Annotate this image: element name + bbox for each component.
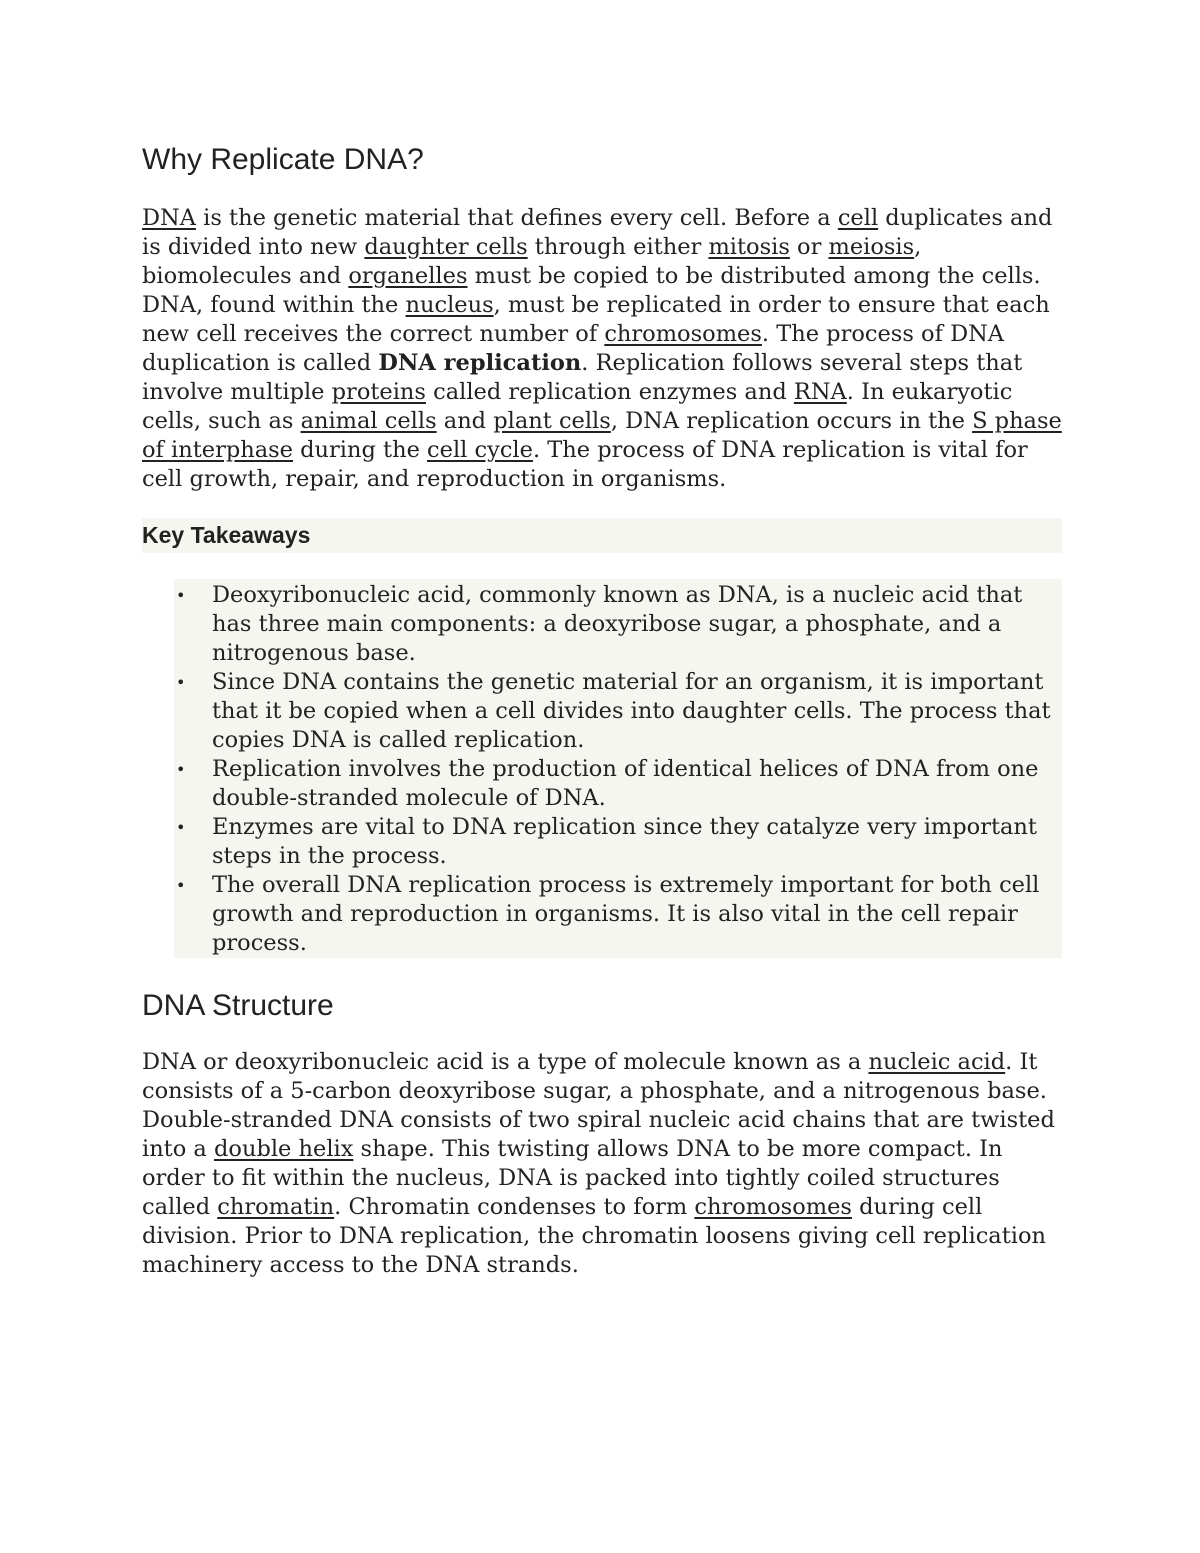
- text-run: duplicates and is divided into new: [142, 205, 1053, 260]
- takeaway-item: [174, 668, 1054, 755]
- paragraph-why-replicate: [142, 204, 1062, 494]
- bullet-icon: •: [176, 760, 186, 779]
- text-run: . The process of DNA duplication is called: [142, 321, 1005, 376]
- text-run: must be copied to be distributed among the cells. DNA, found within the: [142, 263, 1041, 318]
- text-run: , biomolecules and: [142, 234, 922, 289]
- heading-dna-structure: DNA Structure: [142, 989, 334, 1022]
- text-run: through either: [527, 234, 709, 260]
- bullet-icon: •: [176, 586, 186, 605]
- text-run: shape. This twisting allows DNA to be more compact. In order to fit within the nucleus, DNA is packed into tightly coiled structures called: [142, 1136, 1003, 1220]
- key-takeaways-heading: Key Takeaways: [142, 518, 1062, 553]
- text-run: and: [436, 408, 494, 434]
- link-nucleic-acid[interactable]: nucleic acid: [868, 1049, 1006, 1075]
- heading-why-replicate-dna: Why Replicate DNA?: [142, 143, 424, 176]
- bullet-icon: •: [176, 818, 186, 837]
- takeaway-text: Deoxyribonucleic acid, commonly known as DNA, is a nucleic acid that has three main components: a deoxyribose sugar, a phosphate, and a nitrogenous base.: [212, 582, 1023, 666]
- takeaway-item: [174, 813, 1054, 871]
- takeaway-item: [174, 755, 1054, 813]
- link-mitosis[interactable]: mitosis: [708, 234, 790, 260]
- bold-term: DNA replication: [378, 350, 582, 376]
- link-double-helix[interactable]: double helix: [214, 1136, 354, 1162]
- link-meiosis[interactable]: meiosis: [828, 234, 915, 260]
- text-run: called replication enzymes and: [425, 379, 794, 405]
- text-run: during the: [293, 437, 428, 463]
- takeaway-text: Since DNA contains the genetic material for an organism, it is important that it be copied when a cell divides into daughter cells. The process that copies DNA is called replication.: [212, 669, 1051, 753]
- document-content: [142, 140, 1062, 1280]
- text-run: during cell division. Prior to DNA replication, the chromatin loosens giving cell replication machinery access to the DNA strands.: [142, 1194, 1046, 1278]
- key-takeaways-list: [174, 581, 1054, 958]
- text-run: is the genetic material that defines every cell. Before a: [195, 205, 838, 231]
- text-run: , DNA replication occurs in the: [610, 408, 973, 434]
- paragraph-dna-structure: [142, 1048, 1062, 1280]
- text-run: . In eukaryotic cells, such as: [142, 379, 1013, 434]
- link-dna[interactable]: DNA: [142, 205, 196, 231]
- link-plant-cells[interactable]: plant cells: [493, 408, 611, 434]
- link-chromosomes[interactable]: chromosomes: [694, 1194, 852, 1220]
- bullet-icon: •: [176, 673, 186, 692]
- link-nucleus[interactable]: nucleus: [405, 292, 494, 318]
- text-run: or: [789, 234, 829, 260]
- link-chromatin[interactable]: chromatin: [217, 1194, 335, 1220]
- text-run: . It consists of a 5-carbon deoxyribose sugar, a phosphate, and a nitrogenous base. Double-stranded DNA consists of two spiral nucleic acid chains that are twisted into a: [142, 1049, 1055, 1162]
- text-run: , must be replicated in order to ensure that each new cell receives the correct number of: [142, 292, 1050, 347]
- takeaway-text: Replication involves the production of identical helices of DNA from one double-stranded molecule of DNA.: [212, 756, 1039, 811]
- link-chromosomes[interactable]: chromosomes: [604, 321, 762, 347]
- link-cell-cycle[interactable]: cell cycle: [427, 437, 533, 463]
- text-run: DNA or deoxyribonucleic acid is a type of molecule known as a: [142, 1049, 869, 1075]
- link-s-phase-of-interphase[interactable]: S phase of interphase: [142, 408, 1062, 463]
- text-run: . The process of DNA replication is vital for cell growth, repair, and reproduction in organisms.: [142, 437, 1028, 492]
- link-animal-cells[interactable]: animal cells: [300, 408, 437, 434]
- bullet-icon: •: [176, 876, 186, 895]
- link-rna[interactable]: RNA: [793, 379, 847, 405]
- link-daughter-cells[interactable]: daughter cells: [364, 234, 528, 260]
- key-takeaways-box: [174, 579, 1062, 958]
- takeaway-item: [174, 871, 1054, 958]
- link-cell[interactable]: cell: [837, 205, 879, 231]
- link-organelles[interactable]: organelles: [348, 263, 468, 289]
- takeaway-text: Enzymes are vital to DNA replication since they catalyze very important steps in the process.: [212, 814, 1037, 869]
- text-run: . Chromatin condenses to form: [334, 1194, 695, 1220]
- link-proteins[interactable]: proteins: [331, 379, 426, 405]
- takeaway-text: The overall DNA replication process is extremely important for both cell growth and reproduction in organisms. It is also vital in the cell repair process.: [212, 872, 1040, 956]
- takeaway-item: [174, 581, 1054, 668]
- text-run: . Replication follows several steps that involve multiple: [142, 350, 1023, 405]
